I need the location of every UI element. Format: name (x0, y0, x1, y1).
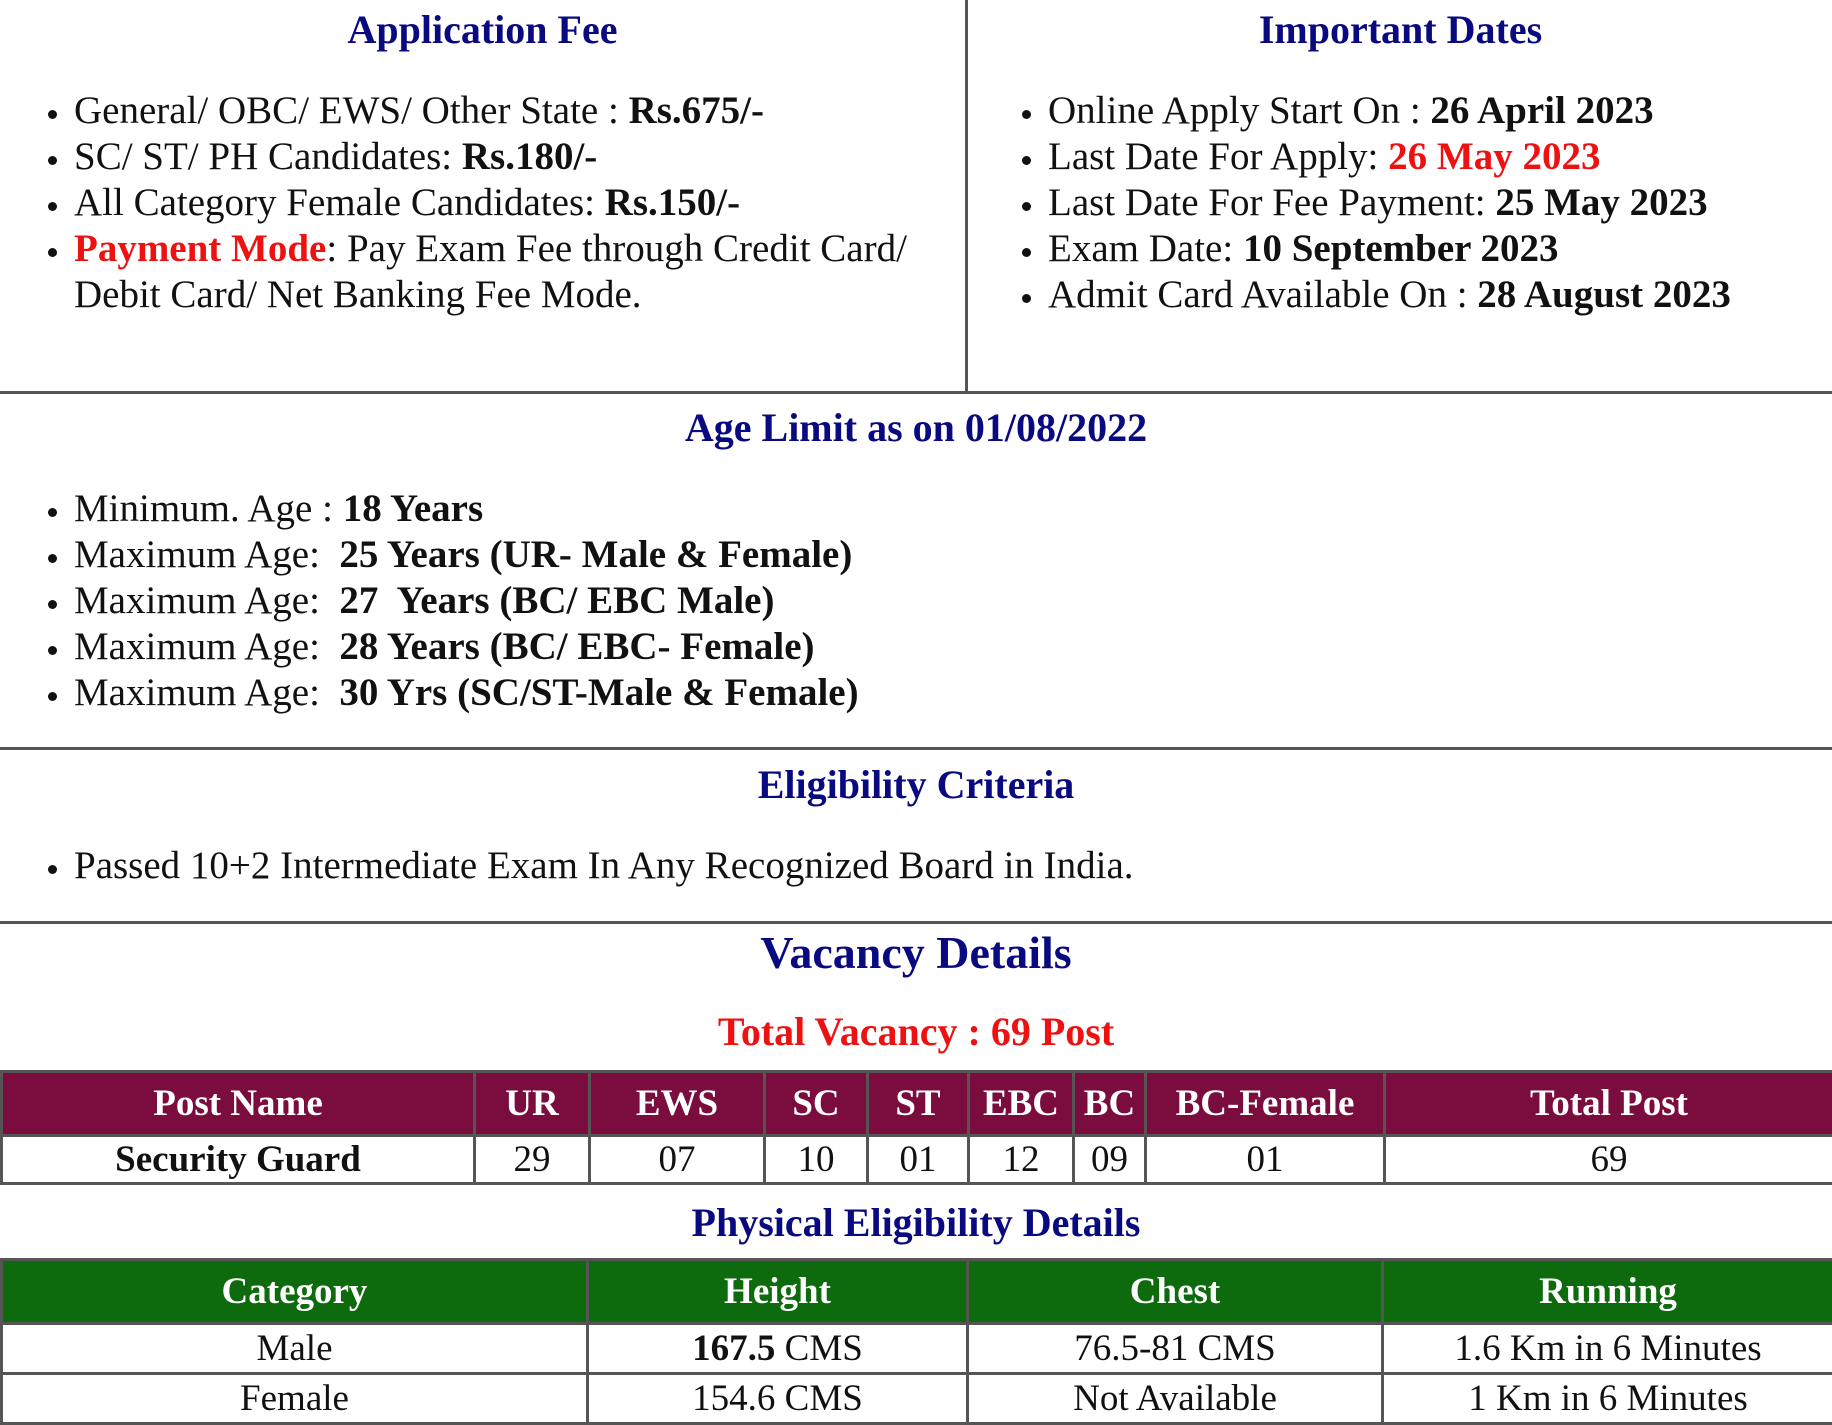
table-row (2, 1374, 1832, 1424)
fee-value: Rs.675/- (629, 89, 764, 132)
column-header: Total Post (1385, 1072, 1832, 1136)
age-label: Minimum. Age : (74, 487, 343, 530)
column-header: Height (588, 1260, 968, 1324)
table-row (2, 1136, 1832, 1184)
list-item (974, 134, 1832, 180)
table-cell: 01 (868, 1136, 969, 1184)
age-value: 27 Years (BC/ EBC Male) (339, 579, 774, 622)
age-value: 25 Years (UR- Male & Female) (339, 533, 852, 576)
important-dates-list (974, 88, 1832, 318)
eligibility-title: Eligibility Criteria (0, 761, 1832, 808)
column-header: BC-Female (1146, 1072, 1385, 1136)
fee-value: Rs.150/- (605, 181, 740, 224)
column-header: ST (868, 1072, 969, 1136)
list-item (974, 180, 1832, 226)
vacancy-table (0, 1070, 1832, 1185)
table-header-row (2, 1260, 1832, 1324)
date-label: Online Apply Start On : (1048, 89, 1430, 132)
section-divider (0, 921, 1832, 924)
height-cell (588, 1374, 968, 1424)
chest-cell: Not Available (968, 1374, 1383, 1424)
list-item (0, 134, 960, 180)
column-header: Post Name (2, 1072, 475, 1136)
total-vacancy: Total Vacancy : 69 Post (0, 1008, 1832, 1055)
height-value: 167.5 (692, 1328, 775, 1369)
height-cell (588, 1324, 968, 1374)
date-label: Last Date For Fee Payment: (1048, 181, 1495, 224)
fee-label: General/ OBC/ EWS/ Other State : (74, 89, 629, 132)
list-item (974, 272, 1832, 318)
date-label: Admit Card Available On : (1048, 273, 1477, 316)
fee-label: All Category Female Candidates: (74, 181, 605, 224)
application-fee-list (0, 88, 960, 318)
category-cell: Male (2, 1324, 588, 1374)
list-item (0, 88, 960, 134)
fee-label: SC/ ST/ PH Candidates: (74, 135, 462, 178)
age-value: 28 Years (BC/ EBC- Female) (339, 625, 814, 668)
age-limit-title: Age Limit as on 01/08/2022 (0, 404, 1832, 451)
age-label: Maximum Age: (74, 579, 339, 622)
table-cell: 69 (1385, 1136, 1832, 1184)
running-cell: 1 Km in 6 Minutes (1383, 1374, 1832, 1424)
list-item (0, 670, 1400, 716)
fee-value: Rs.180/- (462, 135, 597, 178)
payment-mode-label: Payment Mode (74, 227, 326, 270)
list-item (0, 180, 960, 226)
age-value: 30 Yrs (SC/ST-Male & Female) (339, 671, 858, 714)
physical-eligibility-table (0, 1258, 1832, 1425)
running-cell: 1.6 Km in 6 Minutes (1383, 1324, 1832, 1374)
chest-cell: 76.5-81 CMS (968, 1324, 1383, 1374)
date-value: 26 April 2023 (1430, 89, 1653, 132)
physical-eligibility-title: Physical Eligibility Details (0, 1199, 1832, 1246)
age-label: Maximum Age: (74, 625, 339, 668)
column-header: EBC (969, 1072, 1074, 1136)
column-header: EWS (590, 1072, 765, 1136)
table-cell: 09 (1074, 1136, 1146, 1184)
important-dates-title: Important Dates (969, 6, 1832, 53)
column-header: Running (1383, 1260, 1832, 1324)
column-header: Chest (968, 1260, 1383, 1324)
payment-mode-item (0, 226, 960, 318)
table-cell: 12 (969, 1136, 1074, 1184)
table-cell: 07 (590, 1136, 765, 1184)
column-header: UR (475, 1072, 590, 1136)
section-divider (0, 747, 1832, 750)
table-header-row (2, 1072, 1832, 1136)
vacancy-title: Vacancy Details (0, 926, 1832, 979)
age-label: Maximum Age: (74, 671, 339, 714)
payment-mode-text: : Pay Exam Fee through Credit Card/ Debit Card/ Net Banking Fee Mode. (74, 227, 907, 316)
application-fee-title: Application Fee (0, 6, 965, 53)
height-unit: CMS (775, 1328, 862, 1369)
date-value: 25 May 2023 (1495, 181, 1707, 224)
column-header: Category (2, 1260, 588, 1324)
date-label: Last Date For Apply: (1048, 135, 1388, 178)
category-cell: Female (2, 1374, 588, 1424)
date-value: 28 August 2023 (1477, 273, 1731, 316)
table-row (2, 1324, 1832, 1374)
age-limit-list (0, 486, 1400, 716)
section-divider (0, 391, 1832, 394)
table-cell: 29 (475, 1136, 590, 1184)
date-value: 10 September 2023 (1243, 227, 1559, 270)
list-item (0, 532, 1400, 578)
age-value: 18 Years (343, 487, 483, 530)
post-name-cell: Security Guard (2, 1136, 475, 1184)
list-item (0, 486, 1400, 532)
list-item (974, 226, 1832, 272)
list-item (0, 624, 1400, 670)
height-unit: CMS (775, 1378, 862, 1419)
column-divider (965, 0, 968, 391)
column-header: BC (1074, 1072, 1146, 1136)
age-label: Maximum Age: (74, 533, 339, 576)
list-item: Passed 10+2 Intermediate Exam In Any Recognized Board in India. (0, 843, 1400, 889)
height-value: 154.6 (692, 1378, 775, 1419)
date-label: Exam Date: (1048, 227, 1243, 270)
table-cell: 01 (1146, 1136, 1385, 1184)
column-header: SC (765, 1072, 868, 1136)
list-item (0, 578, 1400, 624)
list-item (974, 88, 1832, 134)
table-cell: 10 (765, 1136, 868, 1184)
last-date-value: 26 May 2023 (1388, 135, 1600, 178)
eligibility-list (0, 843, 1400, 889)
